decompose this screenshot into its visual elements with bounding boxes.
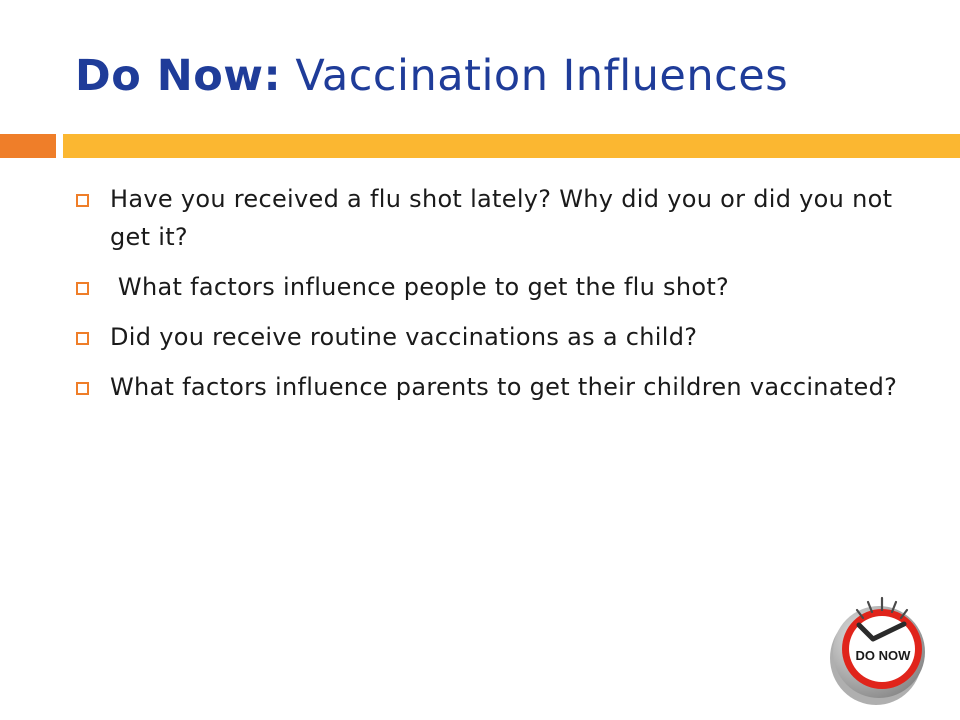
- title-accent-bar-yellow: [63, 134, 960, 158]
- bullet-item: [76, 318, 906, 356]
- bullet-item: [76, 180, 906, 256]
- slide-title: [75, 48, 788, 104]
- slide-title-bold: Do Now:: [75, 51, 282, 101]
- logo-text: DO NOW: [855, 648, 911, 663]
- bullet-item: [76, 368, 906, 406]
- bullet-text: What factors influence parents to get their children vaccinated?: [110, 373, 898, 401]
- do-now-clock-logo-icon: [826, 592, 934, 708]
- square-bullet-icon: [76, 282, 89, 295]
- bullet-text: Did you receive routine vaccinations as a child?: [110, 323, 698, 351]
- title-accent-bar-orange: [0, 134, 56, 158]
- bullet-item: [76, 268, 906, 306]
- square-bullet-icon: [76, 332, 89, 345]
- square-bullet-icon: [76, 382, 89, 395]
- bullet-list: [76, 180, 906, 418]
- square-bullet-icon: [76, 194, 89, 207]
- bullet-text: Have you received a flu shot lately? Why did you or did you not get it?: [110, 185, 893, 251]
- bullet-text: What factors influence people to get the flu shot?: [110, 273, 730, 301]
- slide-title-rest: Vaccination Influences: [281, 51, 789, 101]
